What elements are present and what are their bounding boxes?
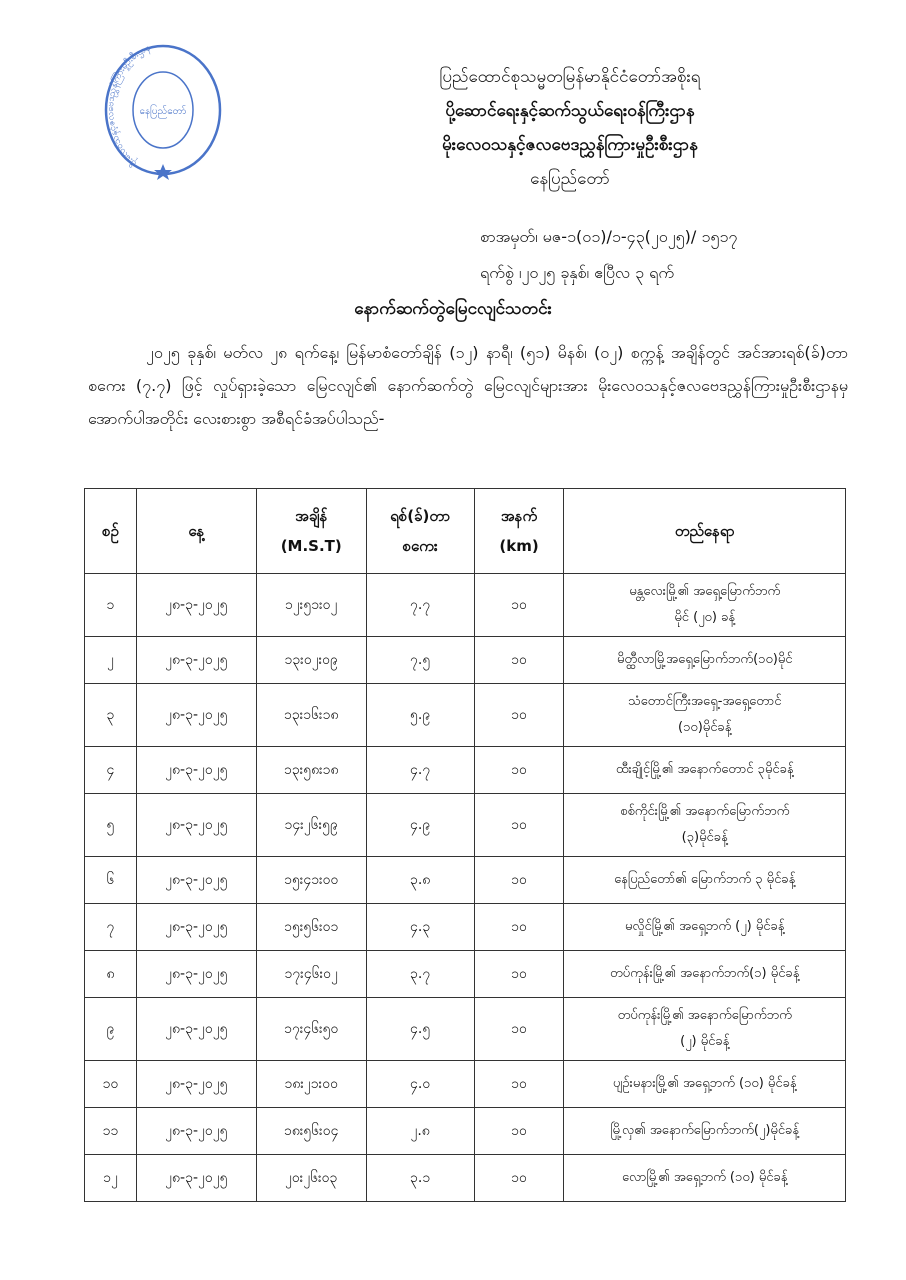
department-name: မိုးလေဝသနှင့်ဇလဗေဒညွှန်ကြားမှုဦးစီးဌာန [442,135,698,155]
cell-magnitude: ၄.၇ [366,747,474,794]
cell-date: ၂၈-၃-၂၀၂၅ [136,747,256,794]
seal-ring-text: ဗိုးလေဝသနှင့်ဇလဗေဒညွှန်ကြားမှုဦးစီးဌာန [105,44,152,169]
cell-time: ၁၅း၅၆း၀၁ [256,904,366,951]
cell-location [564,747,846,794]
table-row [85,951,846,998]
cell-magnitude: ၄.၀ [366,1061,474,1108]
cell-magnitude: ၇.၅ [366,637,474,684]
location-line-1: မြို့လှ၏ အနောက်မြောက်ဘက်(၂)မိုင်ခန့် [610,1123,800,1138]
cell-location [564,684,846,747]
star-icon [154,164,172,180]
reference-number: စာအမှတ်၊ မဇ-၁(၀၁)/၁-၄၃(၂၀၂၅)/ ၁၅၁၇ [480,227,738,246]
cell-date: ၂၈-၃-၂၀၂၅ [136,1155,256,1202]
cell-magnitude: ၃.၁ [366,1155,474,1202]
city-name: နေပြည်တော် [530,169,610,189]
page-title: နောက်ဆက်တွဲမြေငလျင်သတင်း [354,299,552,319]
document-date: ရက်စွဲ ၊၂၀၂၅ ခုနှစ်၊ ဧပြီလ ၃ ရက် [480,263,674,282]
cell-time: ၁၃း၀၂း၀၉ [256,637,366,684]
cell-no: ၃ [85,684,137,747]
cell-time: ၂၀း၂၆း၀၃ [256,1155,366,1202]
table-row [85,857,846,904]
cell-date: ၂၈-၃-၂၀၂၅ [136,794,256,857]
table-row [85,684,846,747]
aftershock-table [84,488,846,1202]
cell-time: ၁၂း၅၁း၀၂ [256,574,366,637]
cell-magnitude: ၃.၇ [366,951,474,998]
cell-location [564,904,846,951]
cell-location [564,998,846,1061]
location-line-1: မိတ္ထီလာမြို့အရှေ့မြောက်ဘက်(၁၀)မိုင် [616,652,793,667]
cell-location [564,951,846,998]
cell-time: ၁၈း၂၁း၀၀ [256,1061,366,1108]
cell-date: ၂၈-၃-၂၀၂၅ [136,904,256,951]
location-line-1: မလှိုင်မြို့၏ အရှေ့ဘက် (၂) မိုင်ခန့် [624,919,785,934]
cell-location [564,1108,846,1155]
col-header-date: နေ့ [136,489,256,574]
cell-date: ၂၈-၃-၂၀၂၅ [136,574,256,637]
cell-date: ၂၈-၃-၂၀၂၅ [136,1061,256,1108]
cell-location [564,574,846,637]
table-row [85,904,846,951]
cell-magnitude: ၄.၃ [366,904,474,951]
table-row [85,1155,846,1202]
cell-depth: ၁၀ [474,574,564,637]
cell-date: ၂၈-၃-၂၀၂၅ [136,684,256,747]
cell-magnitude: ၃.၈ [366,857,474,904]
cell-depth: ၁၀ [474,1108,564,1155]
location-line-1: ပျဉ်းမနားမြို့၏ အရှေ့ဘက် (၁၀) မိုင်ခန့် [612,1076,797,1091]
cell-no: ၁၀ [85,1061,137,1108]
table-row [85,794,846,857]
cell-time: ၁၈း၅၆း၀၄ [256,1108,366,1155]
col-header-depth: အနက် (km) [474,489,564,574]
cell-depth: ၁၀ [474,1061,564,1108]
location-line-1: မန္တလေးမြို့၏ အရှေ့မြောက်ဘက် [629,584,781,599]
table-row [85,1108,846,1155]
cell-time: ၁၅း၄၁း၀၀ [256,857,366,904]
cell-time: ၁၇း၄၆း၅၀ [256,998,366,1061]
table-row [85,998,846,1061]
cell-magnitude: ၇.၇ [366,574,474,637]
location-line-1: နေပြည်တော်၏ မြောက်ဘက် ၃ မိုင်ခန့် [614,872,796,887]
cell-depth: ၁၀ [474,904,564,951]
cell-depth: ၁၀ [474,684,564,747]
letterhead [330,60,810,196]
table-row [85,747,846,794]
cell-location [564,1061,846,1108]
cell-magnitude: ၂.၈ [366,1108,474,1155]
cell-no: ၁၂ [85,1155,137,1202]
official-seal [104,44,222,204]
cell-no: ၄ [85,747,137,794]
location-line-2: (၃)မိုင်ခန့် [681,830,728,845]
cell-depth: ၁၀ [474,951,564,998]
col-header-time: အချိန် (M.S.T) [256,489,366,574]
cell-date: ၂၈-၃-၂၀၂၅ [136,1108,256,1155]
cell-no: ၁ [85,574,137,637]
cell-time: ၁၄း၂၆း၅၉ [256,794,366,857]
cell-time: ၁၇း၄၆း၀၂ [256,951,366,998]
location-line-1: သံတောင်ကြီးအရှေ့-အရှေ့တောင် [628,694,782,709]
cell-location [564,857,846,904]
cell-time: ၁၃း၅၈း၁၈ [256,747,366,794]
table-header-row [85,489,846,574]
cell-depth: ၁၀ [474,794,564,857]
cell-no: ၈ [85,951,137,998]
location-line-1: တပ်ကုန်းမြို့၏ အနောက်ဘက်(၁) မိုင်ခန့် [610,966,800,981]
cell-depth: ၁၀ [474,857,564,904]
location-line-2: မိုင် (၂၀) ခန့် [674,610,736,625]
cell-depth: ၁၀ [474,1155,564,1202]
cell-no: ၁၁ [85,1108,137,1155]
location-line-2: (၁၀)မိုင်ခန့် [678,720,732,735]
cell-date: ၂၈-၃-၂၀၂၅ [136,951,256,998]
intro-paragraph: ၂၀၂၅ ခုနှစ်၊ မတ်လ ၂၈ ရက်နေ့၊ မြန်မာစံတော်ချိန် (၁၂) နာရီ၊ (၅၁) မိနစ်၊ (၀၂) စက္ကန့် အချိန်တွင် အင်အားရစ်(ခ်)တာစကေး (၇.၇) ဖြင့် လှုပ်ရှားခဲ့သော မြေငလျင်၏ နောက်ဆက်တွဲ မြေငလျင်များအား မိုးလေဝသနှင့်ဇလဗေဒညွှန်ကြားမှုဦးစီးဌာနမှ အောက်ပါအတိုင်း လေးစားစွာ အစီရင်ခံအပ်ပါသည်- [88,343,848,428]
cell-magnitude: ၅.၉ [366,684,474,747]
cell-no: ၇ [85,904,137,951]
cell-date: ၂၈-၃-၂၀၂၅ [136,857,256,904]
col-header-location: တည်နေရာ [564,489,846,574]
cell-date: ၂၈-၃-၂၀၂၅ [136,637,256,684]
cell-magnitude: ၄.၉ [366,794,474,857]
col-header-no: စဉ် [85,489,137,574]
cell-magnitude: ၄.၅ [366,998,474,1061]
location-line-1: စစ်ကိုင်းမြို့၏ အနောက်မြောက်ဘက် [620,804,790,819]
table-row [85,574,846,637]
col-header-magnitude: ရစ်(ခ်)တာ စကေး [366,489,474,574]
table-row [85,637,846,684]
government-name: ပြည်ထောင်စုသမ္မတမြန်မာနိုင်ငံတော်အစိုးရ [439,67,701,87]
location-line-1: လောမြို့၏ အရှေ့ဘက် (၁၀) မိုင်ခန့် [621,1170,788,1185]
location-line-1: တပ်ကုန်းမြို့၏ အနောက်မြောက်ဘက် [617,1008,792,1023]
cell-date: ၂၈-၃-၂၀၂၅ [136,998,256,1061]
cell-location [564,1155,846,1202]
cell-depth: ၁၀ [474,998,564,1061]
cell-depth: ၁၀ [474,637,564,684]
seal-center-text: နေပြည်တော် [139,106,187,117]
cell-no: ၅ [85,794,137,857]
cell-location [564,637,846,684]
cell-depth: ၁၀ [474,747,564,794]
cell-no: ၂ [85,637,137,684]
table-row [85,1061,846,1108]
ministry-name: ပို့ဆောင်ရေးနှင့်ဆက်သွယ်ရေးဝန်ကြီးဌာန [445,101,695,121]
location-line-1: ထီးချိုင့်မြို့၏ အနောက်တောင် ၃မိုင်ခန့် [615,762,794,777]
cell-time: ၁၃း၁၆း၁၈ [256,684,366,747]
cell-no: ၆ [85,857,137,904]
cell-location [564,794,846,857]
cell-no: ၉ [85,998,137,1061]
seal-stamp-icon [104,44,222,204]
location-line-2: (၂) မိုင်ခန့် [680,1034,730,1049]
